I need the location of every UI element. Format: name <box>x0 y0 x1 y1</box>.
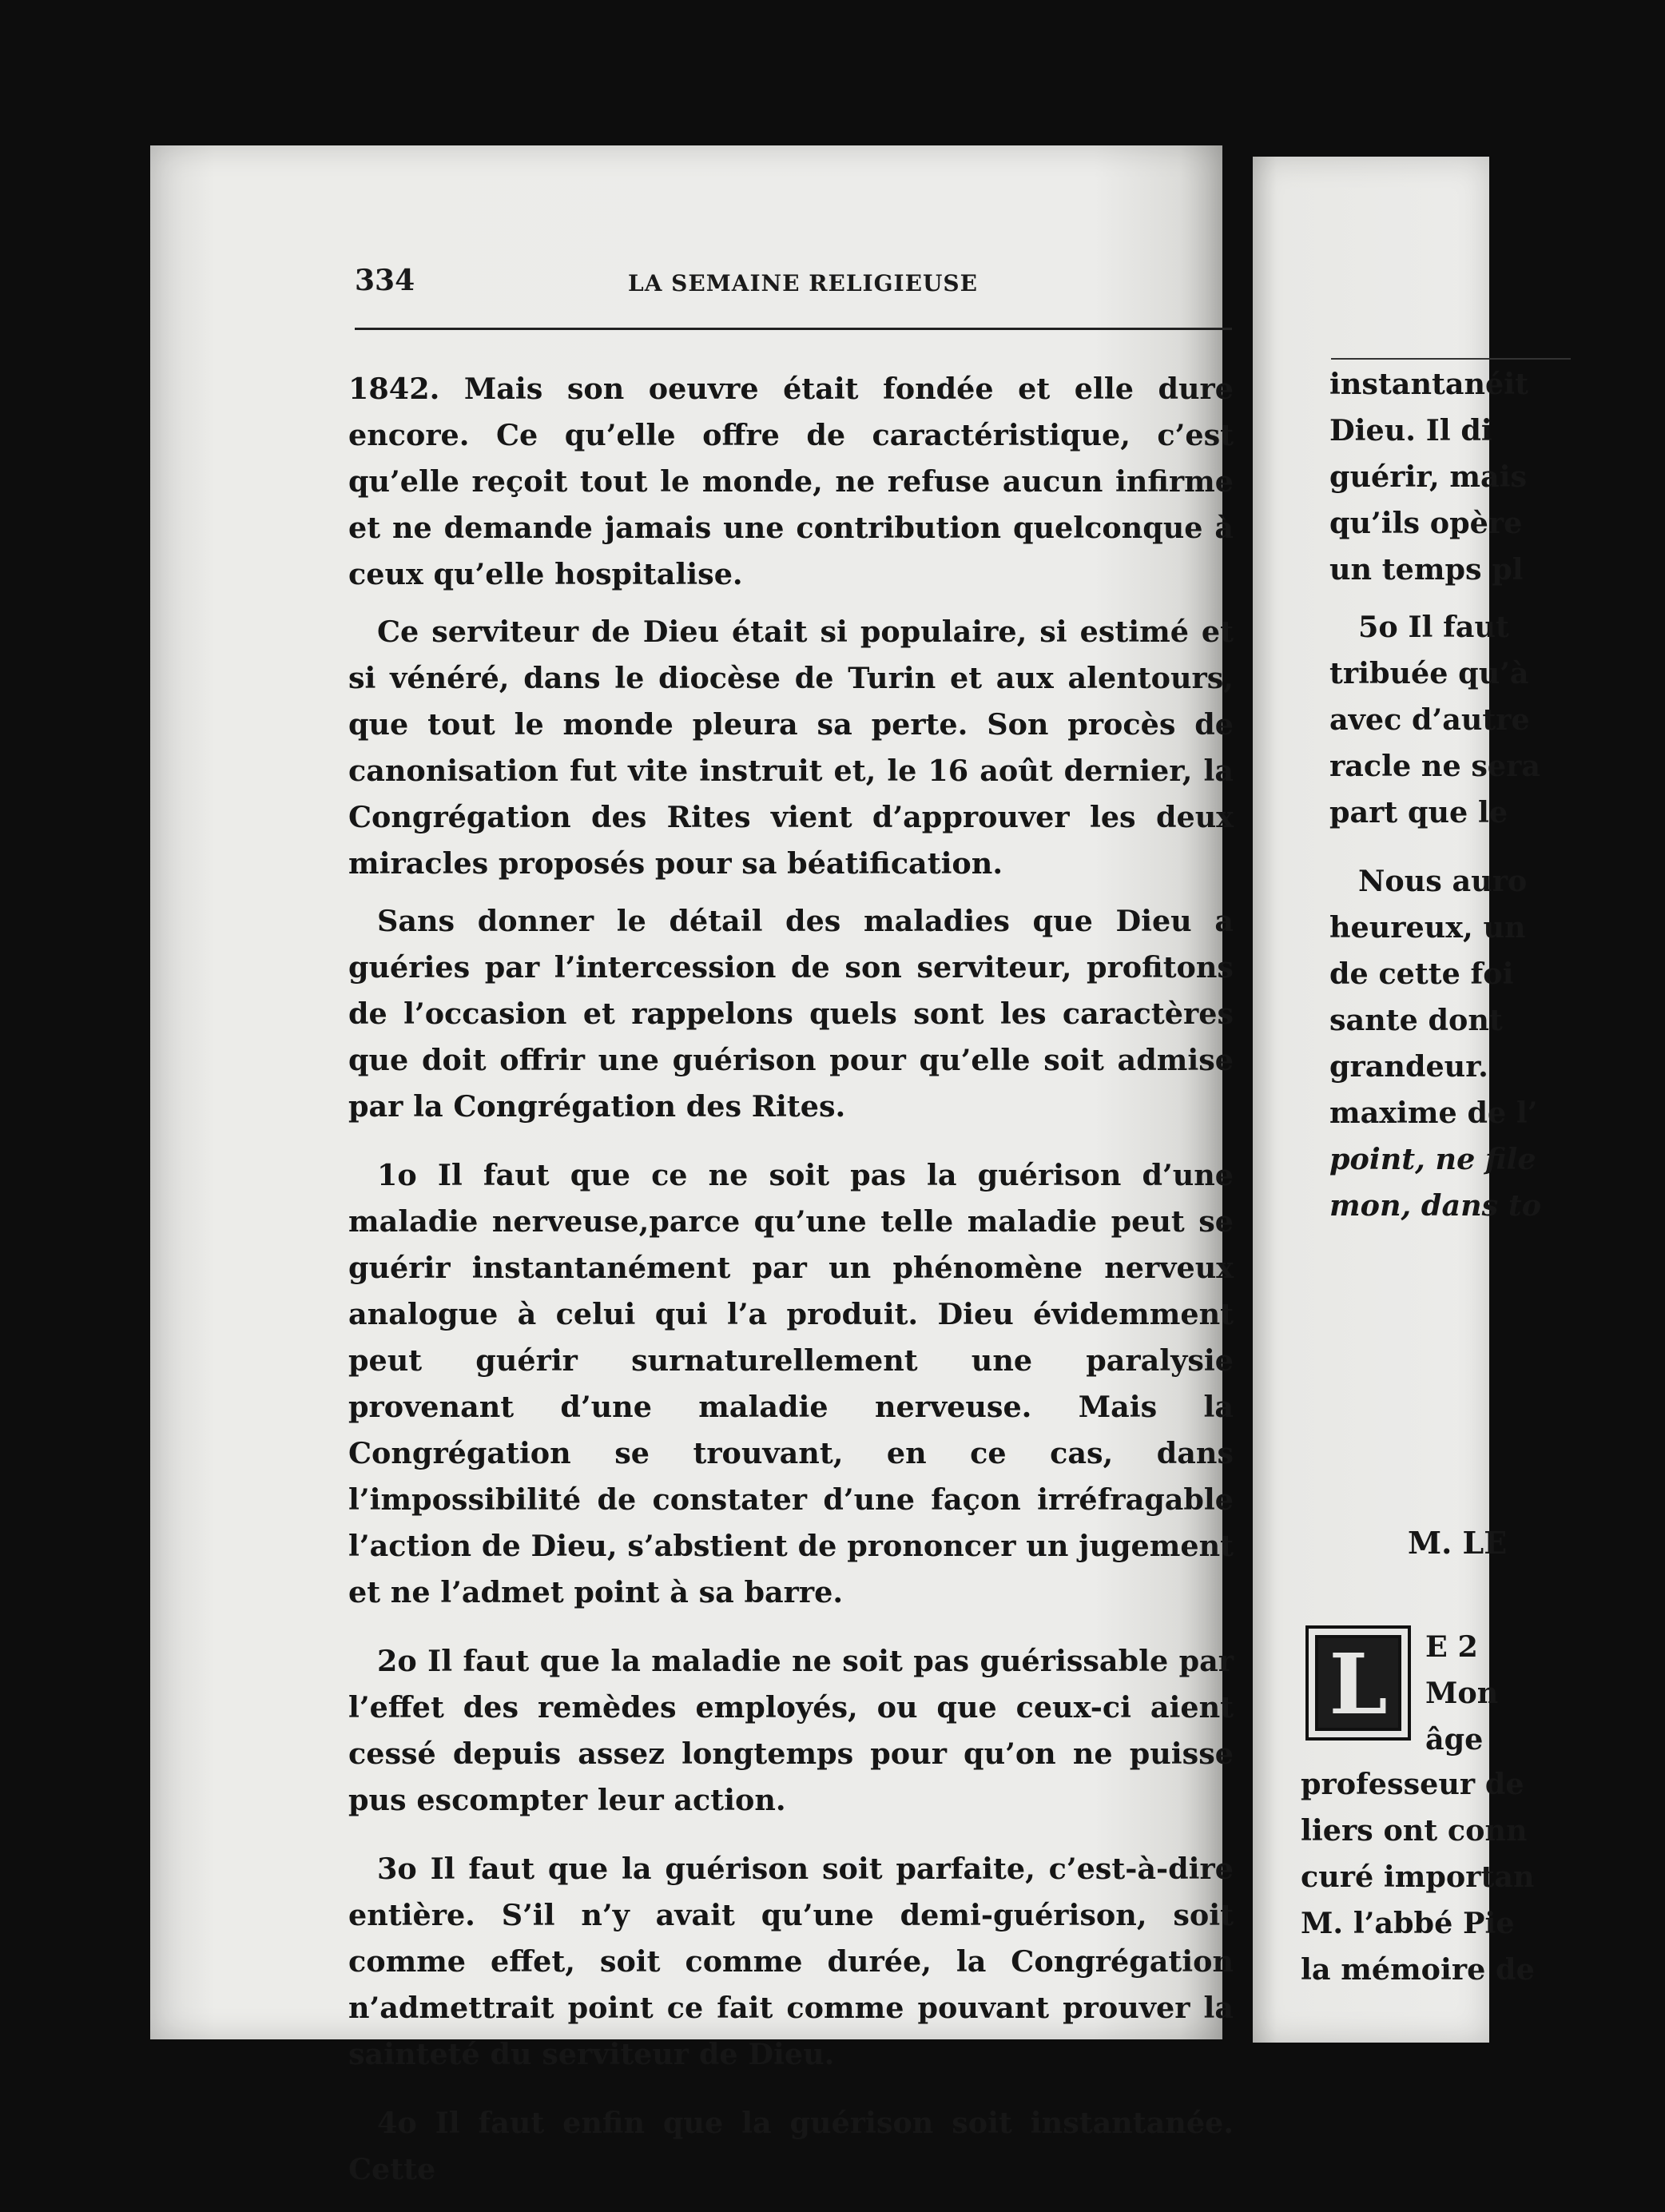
text-line: point, ne file <box>1329 1142 1536 1176</box>
text-line: un temps pl <box>1329 552 1524 587</box>
text-line: Mon <box>1425 1676 1499 1710</box>
page-number: 334 <box>355 264 415 297</box>
text-line: guérir, mais <box>1329 460 1528 494</box>
right-head-rule <box>1331 358 1571 360</box>
head-rule <box>355 328 1232 330</box>
text-line: liers ont conn <box>1301 1813 1528 1848</box>
text-line: sante dont <box>1329 1003 1503 1037</box>
text-line: Dieu. Il di <box>1329 413 1492 448</box>
section-heading: M. LE <box>1408 1525 1508 1561</box>
paragraph: 1842. Mais son oeuvre était fondée et elle dure encore. Ce qu’elle offre de caractéristique, c’est qu’elle reçoit tout le monde, ne refuse aucun infirme et ne demande jamais une contribution quelconque à ceux qu’elle hospitalise. <box>348 372 1234 591</box>
text-line: E 2 <box>1425 1629 1478 1664</box>
dropcap-side-text <box>1425 1624 1498 1763</box>
text-line: 5o Il faut <box>1358 610 1509 644</box>
text-line: maxime de l’ <box>1329 1096 1538 1130</box>
text-line: Nous auro <box>1358 864 1528 898</box>
text-line: de cette foi <box>1329 957 1514 991</box>
text-line: avec d’autre <box>1329 702 1530 737</box>
text-line: part que le <box>1329 795 1508 830</box>
paragraph: 3o Il faut que la guérison soit parfaite, c’est-à-dire entière. S’il n’y avait qu’une demi-guérison, soit comme effet, soit comme durée, la Congrégation n’admettrait point ce fait comme pouvant prouver la sainteté du serviteur de Dieu. <box>348 1852 1234 2071</box>
text-line: mon, dans to <box>1329 1188 1542 1223</box>
paragraph: 2o Il faut que la maladie ne soit pas guérissable par l’effet des remèdes employés, ou que ceux-ci aient cessé depuis assez longtemps pour qu’on ne puisse pus escompter leur action. <box>348 1644 1234 1817</box>
right-text-column <box>1329 361 1665 1229</box>
paragraph: Ce serviteur de Dieu était si populaire, si estimé et si vénéré, dans le diocèse de Turin et aux alentours, que tout le monde pleura sa perte. Son procès de canonisation fut vite instruit et, le 16 août dernier, la Congrégation des Rites vient d’approuver les deux miracles proposés pour sa béatification. <box>348 615 1234 881</box>
text-line: instantanéit <box>1329 367 1528 401</box>
text-line: tribuée qu’à <box>1329 656 1529 690</box>
paragraph: 4o Il faut enfin que la guérison soit instantanée. Cette <box>348 2106 1234 2186</box>
text-line: racle ne sera <box>1329 749 1541 783</box>
text-line: M. l’abbé Pie <box>1301 1906 1515 1940</box>
text-line: âge <box>1425 1722 1484 1756</box>
text-line: la mémoire de <box>1301 1952 1535 1987</box>
paragraph: 1o Il faut que ce ne soit pas la guérison d’une maladie nerveuse,parce qu’une telle maladie peut se guérir instantanément par un phénomène nerveux analogue à celui qui l’a produit. Dieu évidemment peut guérir surnaturellement une paralysie provenant d’une maladie nerveuse. Mais la Congrégation se trouvant, en ce cas, dans l’impossibilité de constater d’une façon irréfragable l’action de Dieu, s’abstient de prononcer un jugement et ne l’admet point à sa barre. <box>348 1158 1234 1609</box>
text-line: heureux, un <box>1329 910 1526 945</box>
text-line: grandeur. <box>1329 1049 1488 1084</box>
dropcap-ornament <box>1305 1625 1411 1741</box>
text-line: qu’ils opère <box>1329 506 1523 540</box>
running-head <box>355 264 1226 312</box>
running-title: LA SEMAINE RELIGIEUSE <box>628 270 978 296</box>
right-page <box>1253 157 1542 2043</box>
right-lower-text <box>1301 1761 1535 1993</box>
text-line: professeur de <box>1301 1767 1524 1801</box>
paragraph: Sans donner le détail des maladies que Dieu a guéries par l’intercession de son serviteur, profitons de l’occasion et rappelons quels sont les caractères que doit offrir une guérison pour qu’elle soit admise par la Congrégation des Rites. <box>348 904 1234 1124</box>
body-text <box>348 366 1234 2204</box>
text-line: curé importan <box>1301 1860 1535 1894</box>
dropcap-letter: L <box>1329 1635 1388 1733</box>
